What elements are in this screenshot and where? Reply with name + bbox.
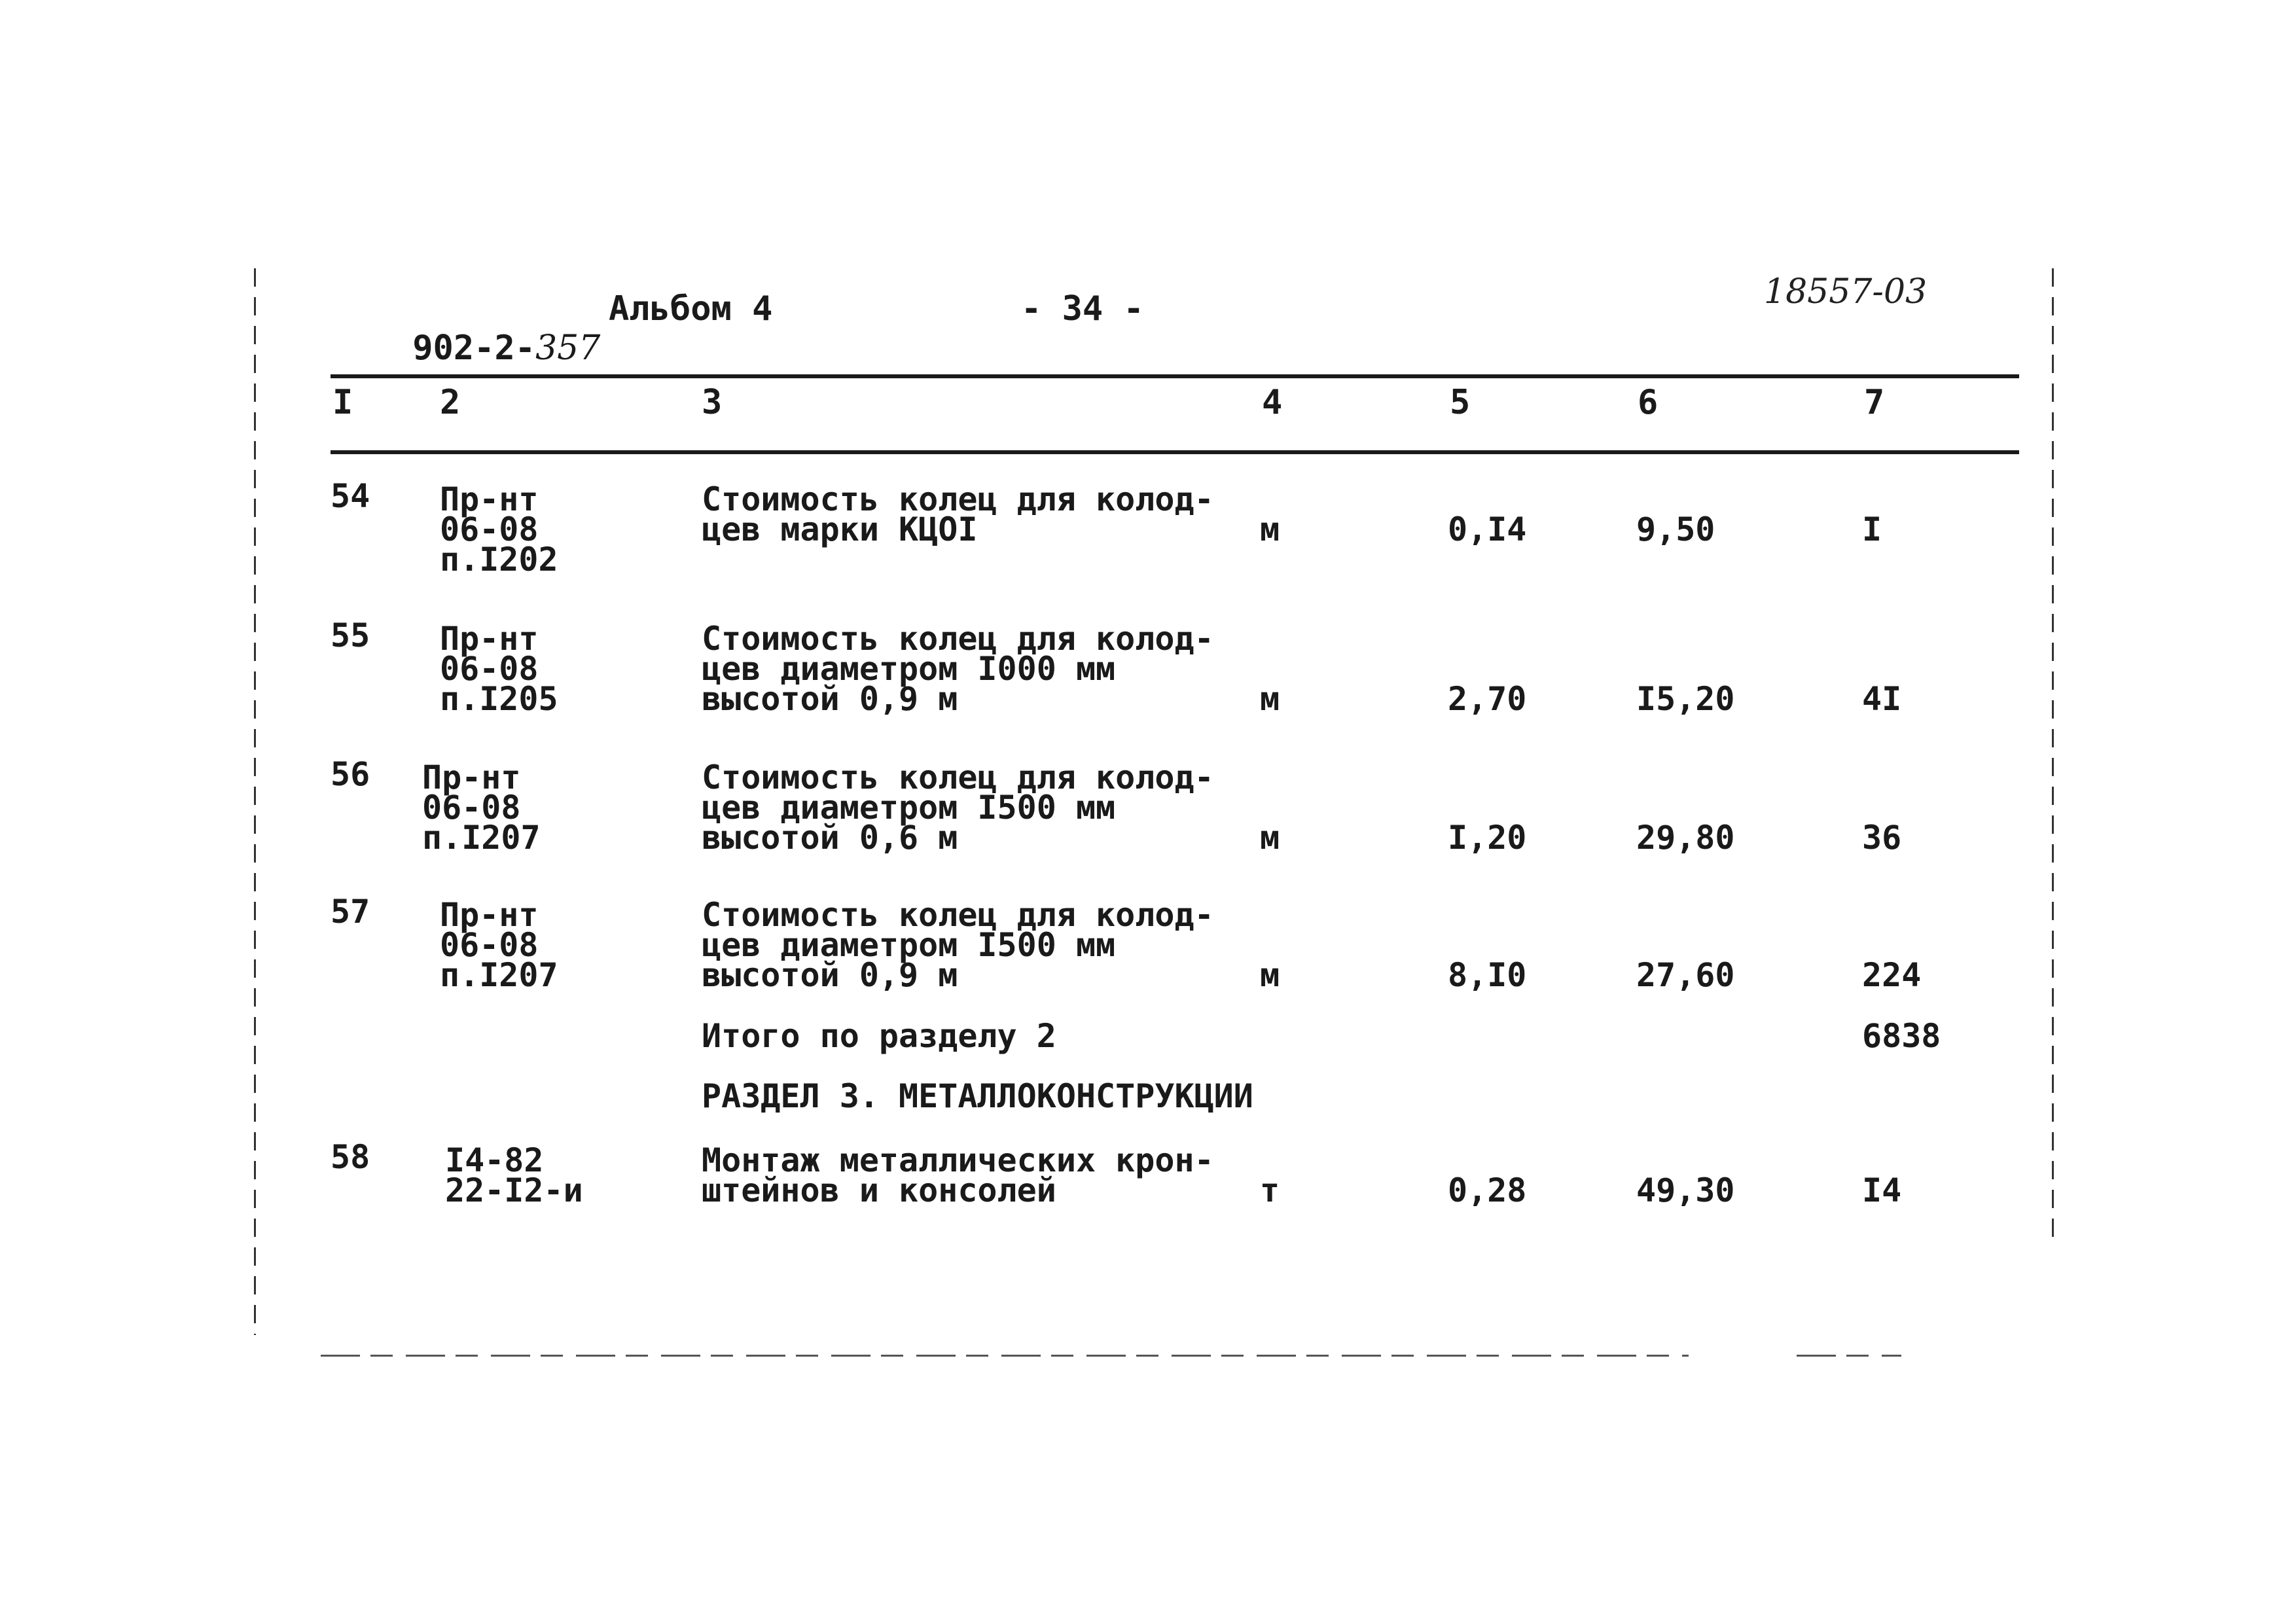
col-header-5: 5	[1450, 383, 1471, 422]
row-reference: Пр-нт 06-08 п.I205	[440, 620, 558, 718]
left-margin-line	[254, 268, 256, 1335]
row-price: 29,80	[1636, 819, 1735, 857]
handwritten-stamp: 18557-03	[1764, 272, 1928, 312]
section-title: РАЗДЕЛ 3. МЕТАЛЛОКОНСТРУКЦИИ	[702, 1077, 1253, 1115]
page-number: - 34 -	[1021, 289, 1144, 329]
row-total: I	[1862, 510, 1882, 548]
row-total: 36	[1862, 819, 1902, 857]
col-header-7: 7	[1864, 383, 1885, 422]
doc-code-prefix: 902-2-	[412, 329, 536, 368]
header-top-rule	[331, 374, 2019, 378]
row-price: I5,20	[1636, 680, 1735, 718]
row-description: Монтаж металлических крон- штейнов и консолей	[702, 1141, 1214, 1209]
row-unit: м	[1260, 956, 1280, 994]
row-description: Стоимость колец для колод- цев диаметром I500 мм высотой 0,6 м	[702, 758, 1214, 857]
col-header-6: 6	[1638, 383, 1659, 422]
row-total: 224	[1862, 956, 1922, 994]
row-reference: Пр-нт 06-08 п.I202	[440, 480, 558, 579]
row-description: Стоимость колец для колод- цев диаметром I000 мм высотой 0,9 м	[702, 620, 1214, 718]
bottom-rule-right	[1797, 1355, 1901, 1357]
row-quantity: 8,I0	[1448, 956, 1527, 994]
album-label: Альбом 4	[609, 289, 773, 329]
row-total: I4	[1862, 1171, 1902, 1209]
row-reference: I4-82 22-I2-и	[445, 1141, 583, 1209]
doc-code-suffix: 357	[535, 329, 601, 368]
row-unit: м	[1260, 510, 1280, 548]
row-price: 49,30	[1636, 1171, 1735, 1209]
row-price: 27,60	[1636, 956, 1735, 994]
row-number: 54	[331, 477, 370, 515]
row-number: 55	[331, 616, 370, 654]
header-bottom-rule	[331, 450, 2019, 454]
row-unit: м	[1260, 680, 1280, 718]
right-margin-line	[2052, 268, 2054, 1237]
col-header-1: I	[332, 383, 353, 422]
doc-code	[331, 289, 600, 407]
row-price: 9,50	[1636, 510, 1715, 548]
col-header-2: 2	[440, 383, 461, 422]
row-description: Стоимость колец для колод- цев марки КЦОI	[702, 480, 1214, 548]
row-reference: Пр-нт 06-08 п.I207	[422, 758, 541, 857]
row-quantity: I,20	[1448, 819, 1527, 857]
row-number: 56	[331, 755, 370, 793]
col-header-3: 3	[702, 383, 723, 422]
col-header-4: 4	[1262, 383, 1283, 422]
row-quantity: 2,70	[1448, 680, 1527, 718]
row-number: 57	[331, 893, 370, 931]
row-unit: м	[1260, 819, 1280, 857]
row-unit: т	[1260, 1171, 1280, 1209]
subtotal-label: Итого по разделу 2	[702, 1017, 1056, 1055]
row-quantity: 0,28	[1448, 1171, 1527, 1209]
row-total: 4I	[1862, 680, 1902, 718]
bottom-rule	[321, 1355, 1689, 1357]
row-description: Стоимость колец для колод- цев диаметром I500 мм высотой 0,9 м	[702, 896, 1214, 994]
row-reference: Пр-нт 06-08 п.I207	[440, 896, 558, 994]
subtotal-total: 6838	[1862, 1017, 1941, 1055]
row-number: 58	[331, 1138, 370, 1176]
row-quantity: 0,I4	[1448, 510, 1527, 548]
